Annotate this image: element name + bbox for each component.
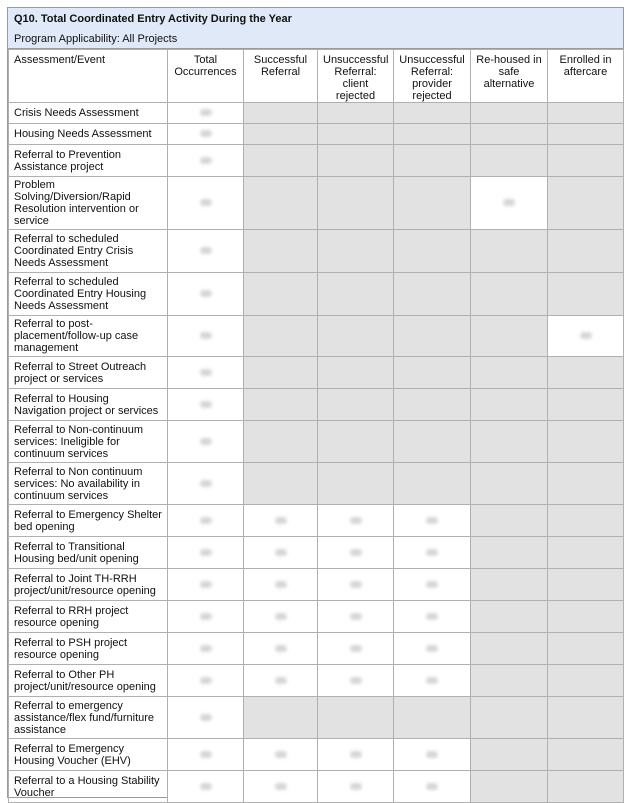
disabled-cell xyxy=(548,357,624,389)
row-label: Referral to PSH project resource opening xyxy=(9,633,168,665)
value-cell xyxy=(168,316,244,357)
disabled-cell xyxy=(471,357,548,389)
disabled-cell xyxy=(318,124,394,145)
disabled-cell xyxy=(318,421,394,463)
table-row xyxy=(9,697,624,739)
disabled-cell xyxy=(471,569,548,601)
disabled-cell xyxy=(244,177,318,230)
disabled-cell xyxy=(548,145,624,177)
table-row xyxy=(9,739,624,771)
disabled-cell xyxy=(471,145,548,177)
redacted-value xyxy=(426,677,438,684)
report-title: Q10. Total Coordinated Entry Activity During the Year xyxy=(14,13,292,25)
disabled-cell xyxy=(244,357,318,389)
redacted-value xyxy=(350,677,362,684)
table-row xyxy=(9,633,624,665)
row-label: Referral to Non-continuum services: Ineligible for continuum services xyxy=(9,421,168,463)
disabled-cell xyxy=(318,697,394,739)
column-header: Total Occurrences xyxy=(168,50,244,103)
value-cell xyxy=(168,771,244,803)
column-header: Assessment/Event xyxy=(9,50,168,103)
redacted-value xyxy=(426,751,438,758)
disabled-cell xyxy=(394,145,471,177)
activity-table xyxy=(8,49,624,803)
row-label: Referral to Transitional Housing bed/unit opening xyxy=(9,537,168,569)
disabled-cell xyxy=(394,103,471,124)
redacted-value xyxy=(200,677,212,684)
value-cell xyxy=(168,463,244,505)
column-header: Re-housed in safe alternative xyxy=(471,50,548,103)
redacted-value xyxy=(426,581,438,588)
redacted-value xyxy=(275,645,287,652)
disabled-cell xyxy=(548,739,624,771)
value-cell xyxy=(471,177,548,230)
disabled-cell xyxy=(244,145,318,177)
disabled-cell xyxy=(318,389,394,421)
table-row xyxy=(9,145,624,177)
disabled-cell xyxy=(318,463,394,505)
value-cell xyxy=(394,601,471,633)
redacted-value xyxy=(200,581,212,588)
table-row xyxy=(9,569,624,601)
value-cell xyxy=(318,569,394,601)
value-cell xyxy=(394,739,471,771)
disabled-cell xyxy=(548,569,624,601)
redacted-value xyxy=(200,549,212,556)
disabled-cell xyxy=(548,463,624,505)
row-label: Referral to Housing Navigation project or services xyxy=(9,389,168,421)
value-cell xyxy=(244,537,318,569)
redacted-value xyxy=(350,581,362,588)
value-cell xyxy=(168,633,244,665)
table-row xyxy=(9,421,624,463)
disabled-cell xyxy=(548,633,624,665)
disabled-cell xyxy=(471,739,548,771)
row-label: Referral to Other PH project/unit/resource opening xyxy=(9,665,168,697)
disabled-cell xyxy=(471,771,548,803)
redacted-value xyxy=(350,645,362,652)
disabled-cell xyxy=(548,771,624,803)
disabled-cell xyxy=(548,665,624,697)
disabled-cell xyxy=(394,421,471,463)
redacted-value xyxy=(426,517,438,524)
value-cell xyxy=(168,124,244,145)
value-cell xyxy=(318,601,394,633)
disabled-cell xyxy=(318,316,394,357)
disabled-cell xyxy=(244,273,318,316)
disabled-cell xyxy=(394,697,471,739)
redacted-value xyxy=(200,247,212,254)
disabled-cell xyxy=(318,177,394,230)
redacted-value xyxy=(275,677,287,684)
row-label: Referral to Non continuum services: No availability in continuum services xyxy=(9,463,168,505)
disabled-cell xyxy=(394,316,471,357)
disabled-cell xyxy=(318,145,394,177)
row-label: Crisis Needs Assessment xyxy=(9,103,168,124)
redacted-value xyxy=(200,438,212,445)
disabled-cell xyxy=(244,389,318,421)
disabled-cell xyxy=(548,103,624,124)
disabled-cell xyxy=(548,421,624,463)
redacted-value xyxy=(275,783,287,790)
redacted-value xyxy=(200,199,212,206)
disabled-cell xyxy=(394,357,471,389)
table-row xyxy=(9,230,624,273)
redacted-value xyxy=(200,480,212,487)
table-row xyxy=(9,124,624,145)
disabled-cell xyxy=(244,463,318,505)
table-row xyxy=(9,771,624,803)
redacted-value xyxy=(200,645,212,652)
redacted-value xyxy=(426,549,438,556)
disabled-cell xyxy=(548,537,624,569)
disabled-cell xyxy=(244,230,318,273)
redacted-value xyxy=(426,645,438,652)
value-cell xyxy=(244,633,318,665)
redacted-value xyxy=(275,549,287,556)
row-label: Referral to Joint TH-RRH project/unit/resource opening xyxy=(9,569,168,601)
redacted-value xyxy=(200,714,212,721)
disabled-cell xyxy=(548,389,624,421)
table-row xyxy=(9,601,624,633)
disabled-cell xyxy=(471,463,548,505)
value-cell xyxy=(168,421,244,463)
row-label: Referral to RRH project resource opening xyxy=(9,601,168,633)
disabled-cell xyxy=(394,177,471,230)
redacted-value xyxy=(200,157,212,164)
row-label: Referral to a Housing Stability Voucher xyxy=(9,771,168,803)
disabled-cell xyxy=(471,633,548,665)
row-label: Referral to Emergency Shelter bed opening xyxy=(9,505,168,537)
value-cell xyxy=(244,665,318,697)
value-cell xyxy=(168,389,244,421)
disabled-cell xyxy=(548,230,624,273)
disabled-cell xyxy=(471,316,548,357)
value-cell xyxy=(394,569,471,601)
disabled-cell xyxy=(394,230,471,273)
table-row xyxy=(9,665,624,697)
disabled-cell xyxy=(471,505,548,537)
redacted-value xyxy=(350,613,362,620)
value-cell xyxy=(168,177,244,230)
disabled-cell xyxy=(471,389,548,421)
disabled-cell xyxy=(548,601,624,633)
table-row xyxy=(9,389,624,421)
disabled-cell xyxy=(471,665,548,697)
value-cell xyxy=(318,739,394,771)
redacted-value xyxy=(426,613,438,620)
value-cell xyxy=(318,505,394,537)
value-cell xyxy=(168,697,244,739)
disabled-cell xyxy=(318,103,394,124)
value-cell xyxy=(244,739,318,771)
disabled-cell xyxy=(244,316,318,357)
row-label: Problem Solving/Diversion/Rapid Resolution intervention or service xyxy=(9,177,168,230)
disabled-cell xyxy=(471,273,548,316)
redacted-value xyxy=(200,517,212,524)
redacted-value xyxy=(200,401,212,408)
value-cell xyxy=(168,145,244,177)
value-cell xyxy=(318,771,394,803)
redacted-value xyxy=(200,290,212,297)
row-label: Referral to emergency assistance/flex fund/furniture assistance xyxy=(9,697,168,739)
disabled-cell xyxy=(318,230,394,273)
row-label: Referral to Emergency Housing Voucher (EHV) xyxy=(9,739,168,771)
disabled-cell xyxy=(548,124,624,145)
disabled-cell xyxy=(318,273,394,316)
disabled-cell xyxy=(244,697,318,739)
value-cell xyxy=(394,633,471,665)
report-table-container xyxy=(7,7,624,798)
disabled-cell xyxy=(244,124,318,145)
row-label: Referral to scheduled Coordinated Entry Housing Needs Assessment xyxy=(9,273,168,316)
redacted-value xyxy=(200,109,212,116)
value-cell xyxy=(394,771,471,803)
table-row xyxy=(9,103,624,124)
column-header: Unsuccessful Referral: client rejected xyxy=(318,50,394,103)
column-header: Unsuccessful Referral: provider rejected xyxy=(394,50,471,103)
row-label: Referral to post-placement/follow-up case management xyxy=(9,316,168,357)
disabled-cell xyxy=(394,273,471,316)
value-cell xyxy=(168,357,244,389)
disabled-cell xyxy=(548,505,624,537)
redacted-value xyxy=(200,332,212,339)
table-row xyxy=(9,357,624,389)
value-cell xyxy=(318,537,394,569)
disabled-cell xyxy=(318,357,394,389)
redacted-value xyxy=(200,751,212,758)
disabled-cell xyxy=(471,103,548,124)
redacted-value xyxy=(350,517,362,524)
table-row xyxy=(9,316,624,357)
redacted-value xyxy=(275,581,287,588)
value-cell xyxy=(318,633,394,665)
disabled-cell xyxy=(548,697,624,739)
value-cell xyxy=(394,537,471,569)
table-row xyxy=(9,273,624,316)
redacted-value xyxy=(200,130,212,137)
redacted-value xyxy=(503,199,515,206)
table-row xyxy=(9,505,624,537)
table-row xyxy=(9,537,624,569)
row-label: Referral to Prevention Assistance project xyxy=(9,145,168,177)
disabled-cell xyxy=(548,273,624,316)
value-cell xyxy=(168,103,244,124)
disabled-cell xyxy=(244,421,318,463)
redacted-value xyxy=(200,783,212,790)
disabled-cell xyxy=(394,463,471,505)
column-header: Successful Referral xyxy=(244,50,318,103)
value-cell xyxy=(394,665,471,697)
row-label: Referral to Street Outreach project or services xyxy=(9,357,168,389)
disabled-cell xyxy=(471,697,548,739)
disabled-cell xyxy=(471,124,548,145)
value-cell xyxy=(168,273,244,316)
value-cell xyxy=(244,505,318,537)
disabled-cell xyxy=(471,537,548,569)
disabled-cell xyxy=(548,177,624,230)
redacted-value xyxy=(275,613,287,620)
value-cell xyxy=(168,505,244,537)
value-cell xyxy=(168,537,244,569)
redacted-value xyxy=(200,369,212,376)
redacted-value xyxy=(350,751,362,758)
value-cell xyxy=(168,230,244,273)
value-cell xyxy=(168,665,244,697)
value-cell xyxy=(244,771,318,803)
value-cell xyxy=(548,316,624,357)
disabled-cell xyxy=(471,421,548,463)
value-cell xyxy=(244,601,318,633)
table-header-row xyxy=(9,50,624,103)
value-cell xyxy=(168,601,244,633)
redacted-value xyxy=(275,517,287,524)
redacted-value xyxy=(350,549,362,556)
redacted-value xyxy=(275,751,287,758)
report-header xyxy=(8,8,623,49)
disabled-cell xyxy=(471,601,548,633)
redacted-value xyxy=(350,783,362,790)
column-header: Enrolled in aftercare xyxy=(548,50,624,103)
disabled-cell xyxy=(244,103,318,124)
disabled-cell xyxy=(394,389,471,421)
report-subtitle: Program Applicability: All Projects xyxy=(14,33,178,45)
disabled-cell xyxy=(394,124,471,145)
redacted-value xyxy=(200,613,212,620)
disabled-cell xyxy=(471,230,548,273)
value-cell xyxy=(394,505,471,537)
table-row xyxy=(9,177,624,230)
table-row xyxy=(9,463,624,505)
row-label: Housing Needs Assessment xyxy=(9,124,168,145)
redacted-value xyxy=(426,783,438,790)
value-cell xyxy=(168,569,244,601)
row-label: Referral to scheduled Coordinated Entry Crisis Needs Assessment xyxy=(9,230,168,273)
value-cell xyxy=(168,739,244,771)
redacted-value xyxy=(580,332,592,339)
value-cell xyxy=(318,665,394,697)
value-cell xyxy=(244,569,318,601)
